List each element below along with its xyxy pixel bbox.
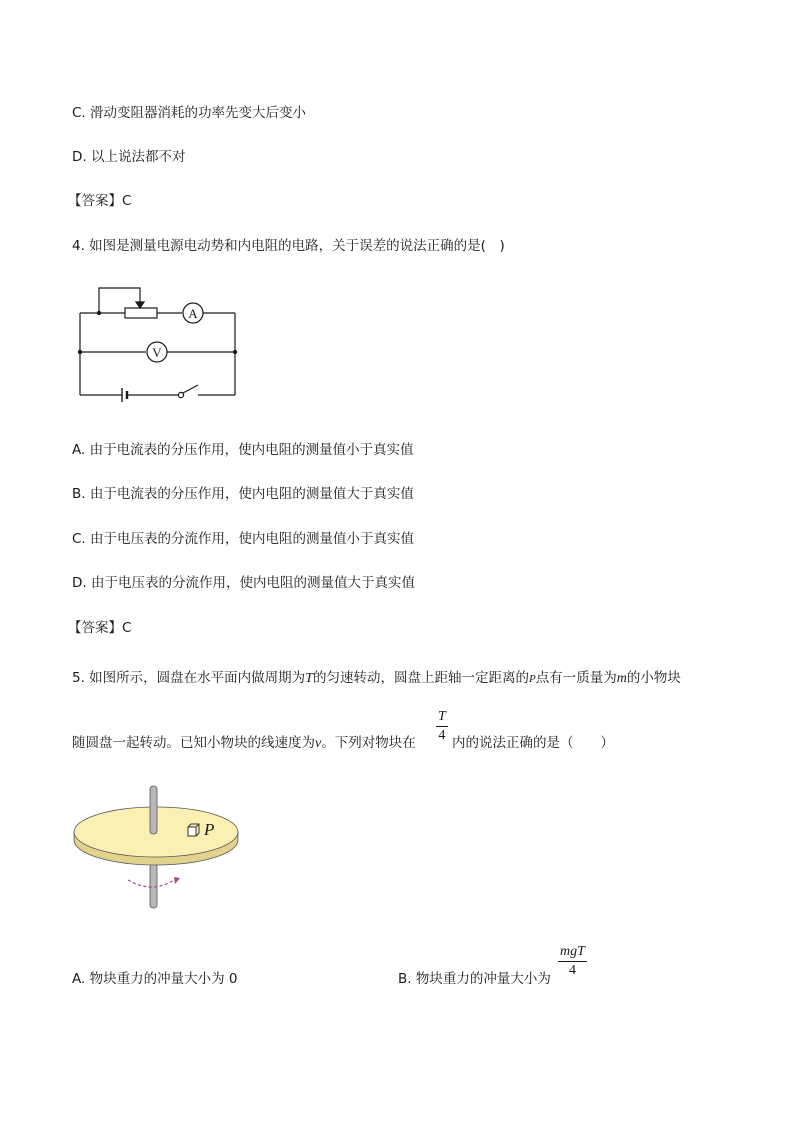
fraction-denominator: 4 bbox=[438, 728, 446, 743]
q5-stem-line2-left bbox=[72, 734, 416, 753]
fraction-T-over-4 bbox=[436, 709, 448, 744]
q5-stem-text-4: 的小物块 bbox=[626, 670, 681, 686]
switch-pivot bbox=[178, 392, 183, 397]
fraction-mgT-over-4 bbox=[558, 944, 587, 979]
var-m: m bbox=[616, 671, 627, 686]
rotating-disc-diagram bbox=[70, 780, 250, 920]
q4-answer: 【答案】C bbox=[68, 620, 132, 636]
var-T: T bbox=[305, 671, 313, 686]
var-v: v bbox=[315, 736, 322, 751]
q4-option-d: D. 由于电压表的分流作用，使内电阻的测量值大于真实值 bbox=[72, 575, 415, 591]
q4-option-c: C. 由于电压表的分流作用，使内电阻的测量值小于真实值 bbox=[72, 531, 415, 547]
q4-circuit-diagram bbox=[70, 282, 250, 402]
axle-lower bbox=[150, 858, 157, 908]
ammeter-label: A bbox=[188, 306, 198, 321]
var-P: P bbox=[528, 673, 536, 685]
switch-lever bbox=[183, 385, 198, 393]
q5-stem-text-3: 点有一质量为 bbox=[535, 670, 617, 686]
q4-stem: 4. 如图是测量电源电动势和内电阻的电路，关于误差的说法正确的是( ) bbox=[72, 238, 505, 254]
q5-stem-line1 bbox=[72, 669, 681, 688]
voltmeter-label: V bbox=[152, 345, 162, 360]
q5-stem-text-6: 。下列对物块在 bbox=[321, 735, 416, 751]
q3-option-c: C. 滑动变阻器消耗的功率先变大后变小 bbox=[72, 105, 307, 121]
q5-stem-text-1: 5. 如图所示，圆盘在水平面内做周期为 bbox=[72, 670, 306, 686]
point-P-label: P bbox=[204, 820, 215, 839]
q3-answer: 【答案】C bbox=[68, 193, 132, 209]
q4-option-b: B. 由于电流表的分压作用，使内电阻的测量值大于真实值 bbox=[72, 486, 414, 502]
q3-option-d: D. 以上说法都不对 bbox=[72, 149, 186, 165]
q5-stem-line2-right: 内的说法正确的是（ ） bbox=[452, 735, 614, 751]
q5-option-a: A. 物块重力的冲量大小为 0 bbox=[72, 971, 238, 987]
q4-option-a: A. 由于电流表的分压作用，使内电阻的测量值小于真实值 bbox=[72, 442, 414, 458]
fraction-bar bbox=[558, 961, 587, 962]
fraction-numerator: mgT bbox=[560, 944, 585, 959]
rheostat bbox=[125, 308, 157, 318]
q5-option-b: B. 物块重力的冲量大小为 bbox=[398, 971, 551, 987]
fraction-denominator: 4 bbox=[568, 963, 576, 978]
fraction-bar bbox=[436, 726, 448, 727]
axle-upper bbox=[150, 786, 157, 834]
q5-stem-text-5: 随圆盘一起转动。已知小物块的线速度为 bbox=[72, 735, 315, 751]
fraction-numerator: T bbox=[438, 709, 446, 724]
q5-stem-text-2: 的匀速转动，圆盘上距轴一定距离的 bbox=[312, 670, 529, 686]
